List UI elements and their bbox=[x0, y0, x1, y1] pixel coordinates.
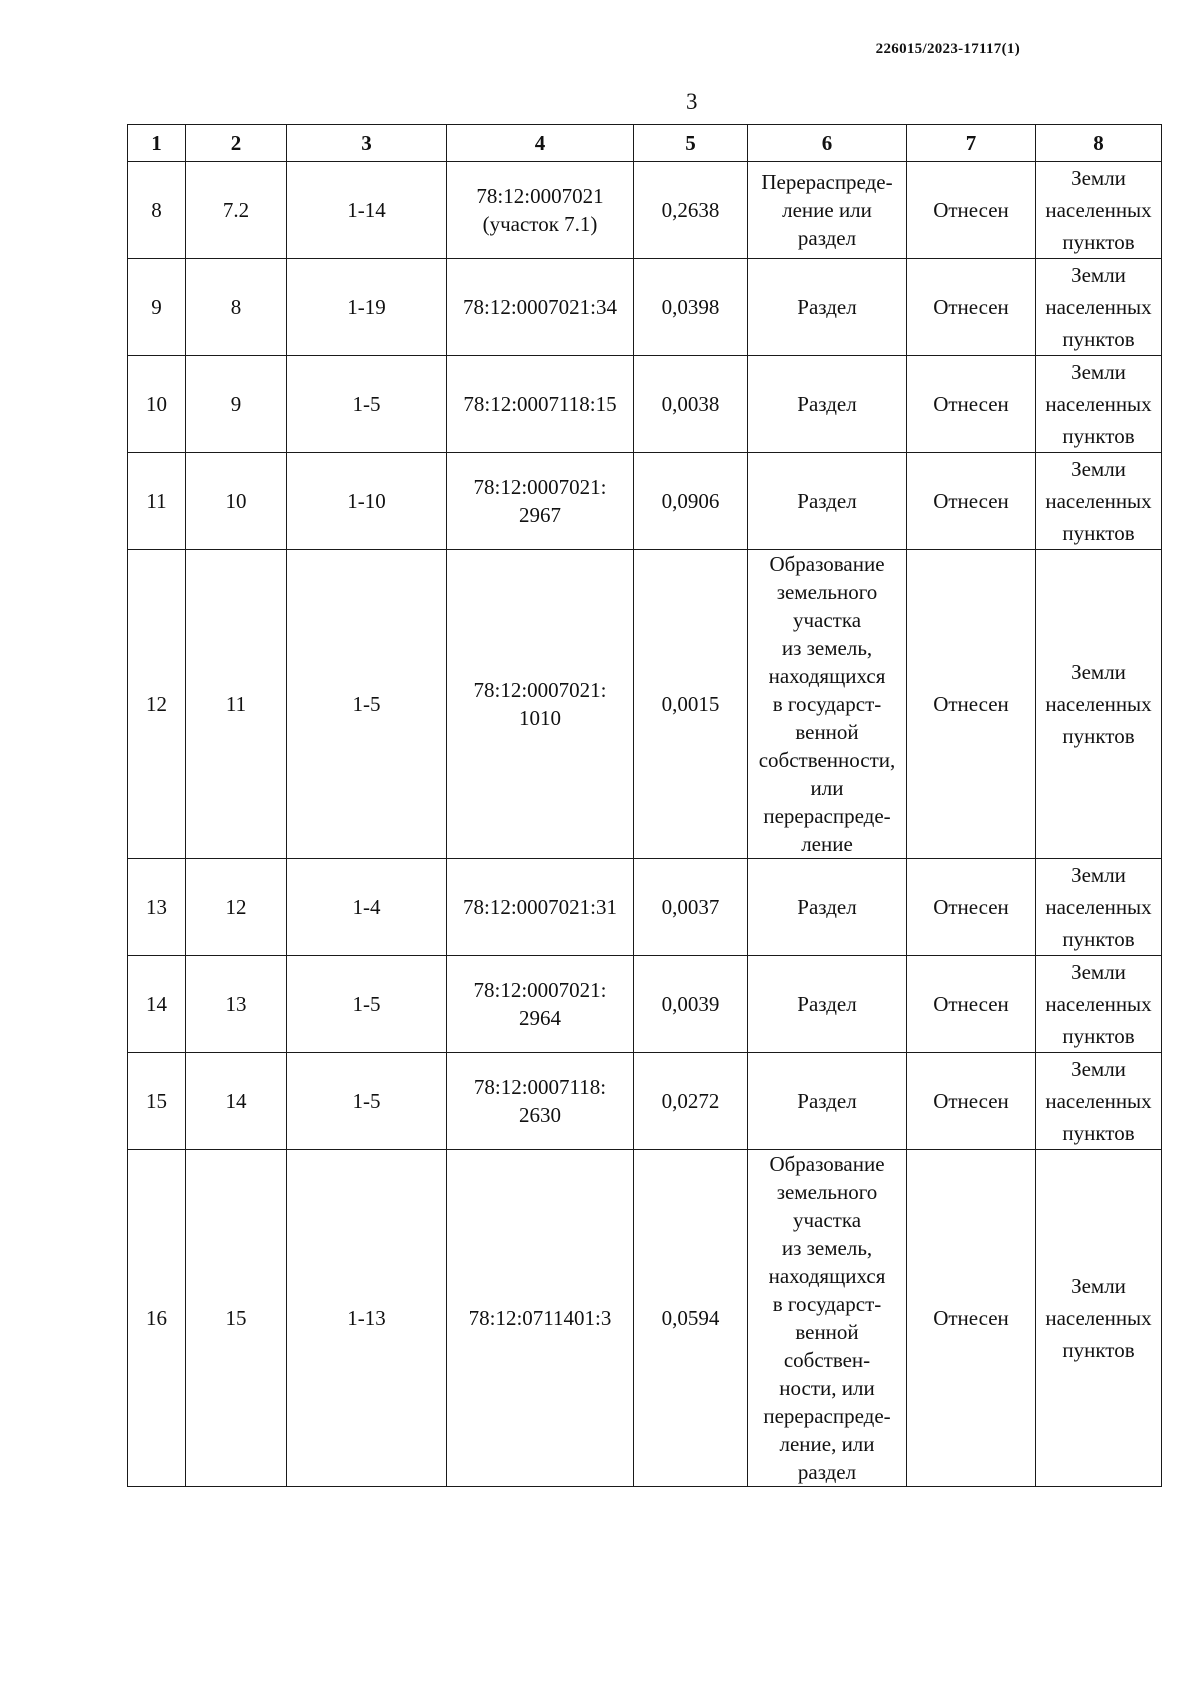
cell-col1: 14 bbox=[128, 956, 186, 1053]
table-row bbox=[128, 1053, 1162, 1150]
cell-col7: Отнесен bbox=[907, 1150, 1036, 1487]
cell-col3: 1-5 bbox=[287, 356, 447, 453]
cell-col1: 8 bbox=[128, 162, 186, 259]
cell-col4: 78:12:0007021:31 bbox=[447, 859, 634, 956]
cell-col3: 1-5 bbox=[287, 956, 447, 1053]
cell-col2: 9 bbox=[186, 356, 287, 453]
column-header: 8 bbox=[1036, 125, 1162, 162]
column-header: 1 bbox=[128, 125, 186, 162]
cell-col8: Земли населенных пунктов bbox=[1036, 453, 1162, 550]
cell-col8: Земли населенных пунктов bbox=[1036, 956, 1162, 1053]
cell-col2: 12 bbox=[186, 859, 287, 956]
cell-col8: Земли населенных пунктов bbox=[1036, 259, 1162, 356]
cell-col3: 1-4 bbox=[287, 859, 447, 956]
cell-col1: 11 bbox=[128, 453, 186, 550]
cell-col5: 0,0272 bbox=[634, 1053, 748, 1150]
cell-col4: 78:12:0007021:34 bbox=[447, 259, 634, 356]
cell-col6: Раздел bbox=[748, 956, 907, 1053]
cell-col7: Отнесен bbox=[907, 1053, 1036, 1150]
cell-col3: 1-5 bbox=[287, 1053, 447, 1150]
page-number: 3 bbox=[686, 89, 698, 114]
table-row bbox=[128, 162, 1162, 259]
cell-col3: 1-14 bbox=[287, 162, 447, 259]
cell-col7: Отнесен bbox=[907, 162, 1036, 259]
column-header: 7 bbox=[907, 125, 1036, 162]
cell-col3: 1-10 bbox=[287, 453, 447, 550]
cell-col8: Земли населенных пунктов bbox=[1036, 162, 1162, 259]
cell-col5: 0,0594 bbox=[634, 1150, 748, 1487]
cell-col1: 9 bbox=[128, 259, 186, 356]
cell-col2: 14 bbox=[186, 1053, 287, 1150]
cell-col8: Земли населенных пунктов bbox=[1036, 550, 1162, 859]
cell-col4: 78:12:0007118:15 bbox=[447, 356, 634, 453]
table-row bbox=[128, 453, 1162, 550]
table-row bbox=[128, 550, 1162, 859]
cell-col3: 1-13 bbox=[287, 1150, 447, 1487]
column-header: 6 bbox=[748, 125, 907, 162]
cell-col8: Земли населенных пунктов bbox=[1036, 859, 1162, 956]
cell-col5: 0,0039 bbox=[634, 956, 748, 1053]
column-header: 2 bbox=[186, 125, 287, 162]
cell-col4: 78:12:0711401:3 bbox=[447, 1150, 634, 1487]
table-header-row bbox=[128, 125, 1162, 162]
cell-col2: 7.2 bbox=[186, 162, 287, 259]
cell-col6: Образование земельного участка из земель, находящихся в государст- венной собствен- ности, или перераспреде- ление, или раздел bbox=[748, 1150, 907, 1487]
document-number: 226015/2023-17117(1) bbox=[875, 41, 1020, 57]
cell-col2: 13 bbox=[186, 956, 287, 1053]
cell-col3: 1-5 bbox=[287, 550, 447, 859]
cell-col4: 78:12:0007021: 1010 bbox=[447, 550, 634, 859]
cell-col6: Раздел bbox=[748, 859, 907, 956]
cell-col7: Отнесен bbox=[907, 259, 1036, 356]
cell-col1: 16 bbox=[128, 1150, 186, 1487]
cell-col4: 78:12:0007021 (участок 7.1) bbox=[447, 162, 634, 259]
column-header: 5 bbox=[634, 125, 748, 162]
cell-col1: 10 bbox=[128, 356, 186, 453]
cell-col5: 0,2638 bbox=[634, 162, 748, 259]
cell-col7: Отнесен bbox=[907, 859, 1036, 956]
table-row bbox=[128, 956, 1162, 1053]
column-header: 4 bbox=[447, 125, 634, 162]
cell-col5: 0,0037 bbox=[634, 859, 748, 956]
cell-col7: Отнесен bbox=[907, 956, 1036, 1053]
cell-col3: 1-19 bbox=[287, 259, 447, 356]
cell-col6: Раздел bbox=[748, 453, 907, 550]
cell-col7: Отнесен bbox=[907, 356, 1036, 453]
cell-col6: Раздел bbox=[748, 356, 907, 453]
cell-col6: Раздел bbox=[748, 259, 907, 356]
cell-col6: Раздел bbox=[748, 1053, 907, 1150]
cell-col2: 11 bbox=[186, 550, 287, 859]
cell-col4: 78:12:0007118: 2630 bbox=[447, 1053, 634, 1150]
cell-col5: 0,0015 bbox=[634, 550, 748, 859]
cell-col7: Отнесен bbox=[907, 550, 1036, 859]
cell-col2: 8 bbox=[186, 259, 287, 356]
cell-col1: 15 bbox=[128, 1053, 186, 1150]
column-header: 3 bbox=[287, 125, 447, 162]
cell-col5: 0,0906 bbox=[634, 453, 748, 550]
cell-col5: 0,0398 bbox=[634, 259, 748, 356]
cell-col4: 78:12:0007021: 2964 bbox=[447, 956, 634, 1053]
cell-col8: Земли населенных пунктов bbox=[1036, 356, 1162, 453]
table-row bbox=[128, 1150, 1162, 1487]
table-row bbox=[128, 859, 1162, 956]
cell-col1: 13 bbox=[128, 859, 186, 956]
cell-col8: Земли населенных пунктов bbox=[1036, 1053, 1162, 1150]
cell-col6: Перераспреде- ление или раздел bbox=[748, 162, 907, 259]
land-plots-table bbox=[127, 124, 1162, 1487]
cell-col2: 10 bbox=[186, 453, 287, 550]
cell-col7: Отнесен bbox=[907, 453, 1036, 550]
cell-col4: 78:12:0007021: 2967 bbox=[447, 453, 634, 550]
cell-col5: 0,0038 bbox=[634, 356, 748, 453]
cell-col8: Земли населенных пунктов bbox=[1036, 1150, 1162, 1487]
table-row bbox=[128, 259, 1162, 356]
cell-col1: 12 bbox=[128, 550, 186, 859]
cell-col2: 15 bbox=[186, 1150, 287, 1487]
table-row bbox=[128, 356, 1162, 453]
cell-col6: Образование земельного участка из земель, находящихся в государст- венной собственности, или перераспреде- ление bbox=[748, 550, 907, 859]
